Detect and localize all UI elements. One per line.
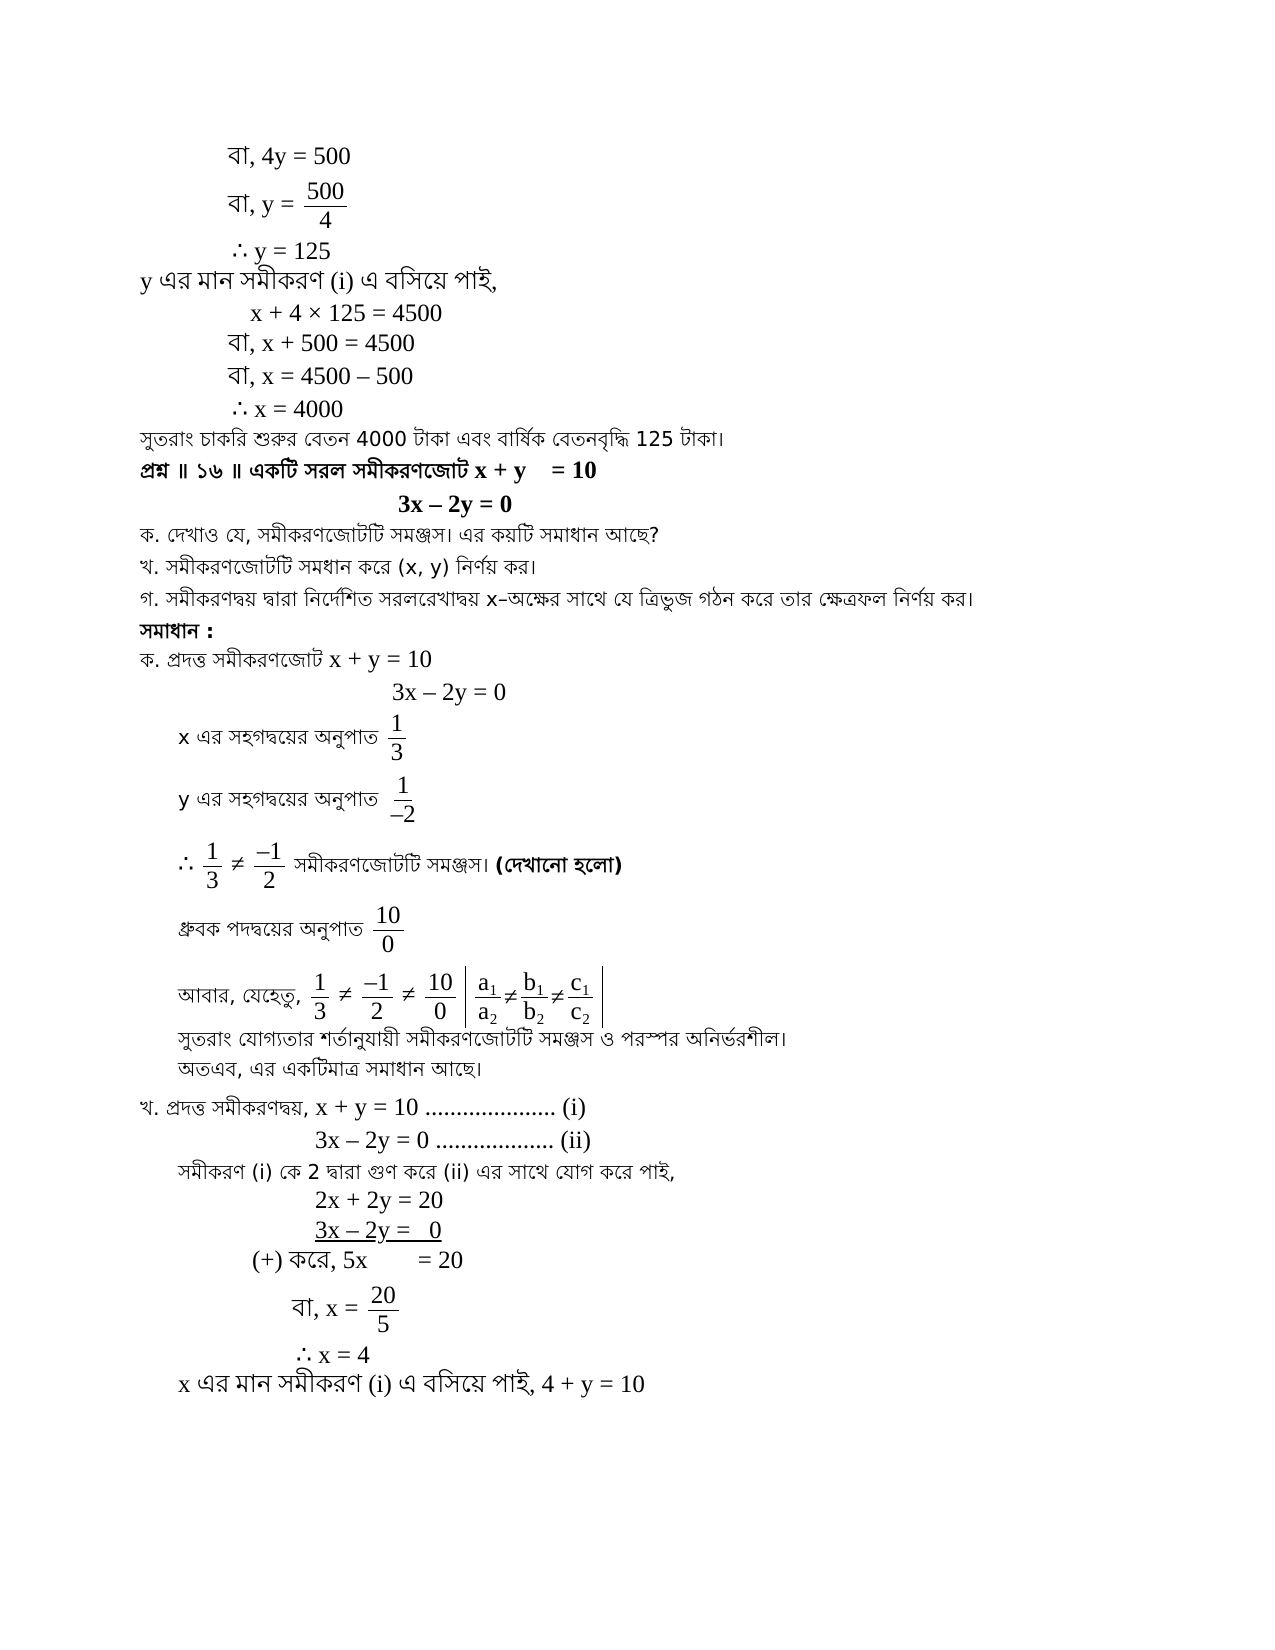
question-part-kha: খ. সমীকরণজোটটি সমধান করে (x, y) নির্ণয় কর। [140, 555, 536, 579]
shown-text: (দেখানো হলো) [494, 853, 623, 878]
fraction-den: 0 [434, 997, 447, 1025]
question-part-ka: ক. দেখাও যে, সমীকরণজোটটি সমঞ্জস। এর কয়টি সমাধান আছে? [140, 523, 660, 547]
fraction-num: 20 [368, 1282, 399, 1311]
x-ratio-fraction [388, 710, 407, 767]
kha-step-3-prefix: (+) করে, [252, 1247, 337, 1274]
consistency-line [178, 838, 623, 895]
fraction-den: a₂ [478, 998, 498, 1025]
question-header-text: প্রশ্ন ॥ ১৬ ॥ একটি সরল সমীকরণজোট [140, 459, 469, 483]
again-line [178, 966, 603, 1028]
conclusion-1: সুতরাং যোগ্যতার শর্তানুযায়ী সমীকরণজোটটি সমঞ্জস ও পরস্পর অনির্ভরশীল। [178, 1027, 787, 1051]
kha-step-3 [252, 1246, 463, 1276]
conclusion-2: অতএব, এর একটিমাত্র সমাধান আছে। [178, 1057, 482, 1081]
cmp-fraction-2 [254, 838, 285, 895]
neq-sign: ≠ [338, 981, 353, 1009]
fraction-den: 0 [381, 931, 395, 958]
fraction-num: 10 [425, 969, 456, 998]
fraction-den: 3 [313, 997, 327, 1025]
x-ratio-line [178, 710, 409, 767]
bracket-fraction-a [475, 969, 501, 1026]
fraction-den: 3 [390, 739, 404, 766]
fraction-num: 1 [394, 772, 413, 801]
again-fraction-b [362, 969, 393, 1026]
kha-eq2: 3x – 2y = 0 ................... (ii) [315, 1127, 591, 1154]
fraction-num: 500 [304, 178, 348, 207]
line-substitute-y: y এর মান সমীকরণ (i) এ বসিয়ে পাই, [140, 268, 498, 295]
kha-step-2: 3x – 2y = 0 [315, 1217, 442, 1244]
fraction-num: 10 [373, 902, 404, 931]
fraction-den: –2 [390, 801, 416, 828]
kha-step-4-prefix: বা, x = [292, 1295, 359, 1323]
kha-step-5: ∴ x = 4 [296, 1342, 370, 1369]
solution-label: সমাধান : [140, 619, 215, 643]
y-ratio-fraction [388, 772, 419, 829]
line-4y-500: বা, 4y = 500 [228, 143, 351, 170]
solution-ka-intro [140, 645, 432, 675]
kha-intro-text: খ. প্রদত্ত সমীকরণদ্বয়, [140, 1096, 310, 1120]
x-ratio-label: x এর সহগদ্বয়ের অনুপাত [178, 725, 379, 750]
fraction-num: 1 [311, 969, 330, 998]
bracket-fraction-b [521, 969, 548, 1026]
fraction-den: 4 [319, 207, 332, 234]
cmp-fraction-1 [203, 838, 222, 895]
kha-step-1: 2x + 2y = 20 [315, 1187, 444, 1214]
question-eq1: x + y = 10 [474, 457, 597, 484]
consistent-text: সমীকরণজোটটি সমঞ্জস। [294, 853, 489, 878]
fraction-num: b₁ [521, 969, 548, 998]
fraction-den: b₂ [523, 998, 545, 1025]
fraction-den: 2 [263, 867, 276, 894]
ka-intro-text: ক. প্রদত্ত সমীকরণজোট [140, 648, 323, 672]
const-ratio-label: ধ্রুবক পদদ্বয়ের অনুপাত [178, 917, 364, 942]
fraction-den: 3 [206, 867, 219, 894]
fraction-num: 1 [203, 838, 222, 867]
y-ratio-line [178, 772, 422, 829]
fraction-den: 2 [370, 997, 384, 1025]
kha-step-4 [292, 1282, 402, 1339]
line-x-4500-500: বা, x = 4500 – 500 [228, 363, 414, 390]
fraction-num: –1 [254, 838, 285, 867]
fraction-num: 1 [388, 710, 407, 739]
again-text: আবার, যেহেতু, [178, 983, 302, 1008]
neq-sign: ≠ [401, 981, 416, 1009]
again-fraction-c [425, 969, 456, 1026]
neq-sign: ≠ [230, 851, 245, 879]
kha-step-6: x এর মান সমীকরণ (i) এ বসিয়ে পাই, 4 + y = 10 [178, 1371, 645, 1398]
therefore-sign: ∴ [178, 851, 194, 879]
line-y-fraction [228, 178, 350, 235]
bracket-fraction-c [568, 969, 594, 1026]
question-header [140, 456, 597, 486]
line-x-4-125: x + 4 × 125 = 4500 [250, 300, 443, 327]
fraction-den: c₂ [570, 998, 591, 1025]
condition-bracket [465, 966, 603, 1028]
y-ratio-label: y এর সহগদ্বয়ের অনুপাত [178, 787, 379, 812]
again-fraction-a [311, 969, 330, 1026]
line-x-500: বা, x + 500 = 4500 [228, 330, 415, 357]
y-eq-prefix: বা, y = [228, 191, 295, 219]
fraction-den: 5 [377, 1311, 390, 1338]
kha-step-4-fraction [368, 1282, 399, 1339]
neq-sign: ≠ [550, 983, 565, 1011]
kha-eq1: x + y = 10 ..................... (i) [315, 1094, 586, 1121]
const-ratio-fraction [373, 902, 404, 959]
line-y-125: ∴ y = 125 [232, 238, 331, 265]
fraction-num: –1 [362, 969, 393, 998]
kha-step: সমীকরণ (i) কে 2 দ্বারা গুণ করে (ii) এর সাথে যোগ করে পাই, [178, 1160, 676, 1184]
const-ratio-line [178, 902, 407, 959]
ka-eq2: 3x – 2y = 0 [392, 679, 507, 706]
question-eq2: 3x – 2y = 0 [398, 491, 513, 518]
kha-intro-line [140, 1093, 586, 1123]
fraction-500-4 [304, 178, 348, 235]
ka-eq1: x + y = 10 [328, 646, 433, 673]
fraction-num: a₁ [475, 969, 501, 998]
neq-sign: ≠ [503, 983, 518, 1011]
fraction-num: c₁ [568, 969, 594, 998]
question-part-ga: গ. সমীকরণদ্বয় দ্বারা নির্দেশিত সরলরেখাদ্বয় x–অক্ষের সাথে যে ত্রিভুজ গঠন করে তার ক্ষেত্রফল নির্ণয় কর। [140, 587, 974, 611]
line-conclusion-salary: সুতরাং চাকরি শুরুর বেতন 4000 টাকা এবং বার্ষিক বেতনবৃদ্ধি 125 টাকা। [140, 427, 724, 451]
kha-step-3-expr: 5x = 20 [342, 1247, 464, 1274]
line-x-4000: ∴ x = 4000 [232, 396, 344, 423]
